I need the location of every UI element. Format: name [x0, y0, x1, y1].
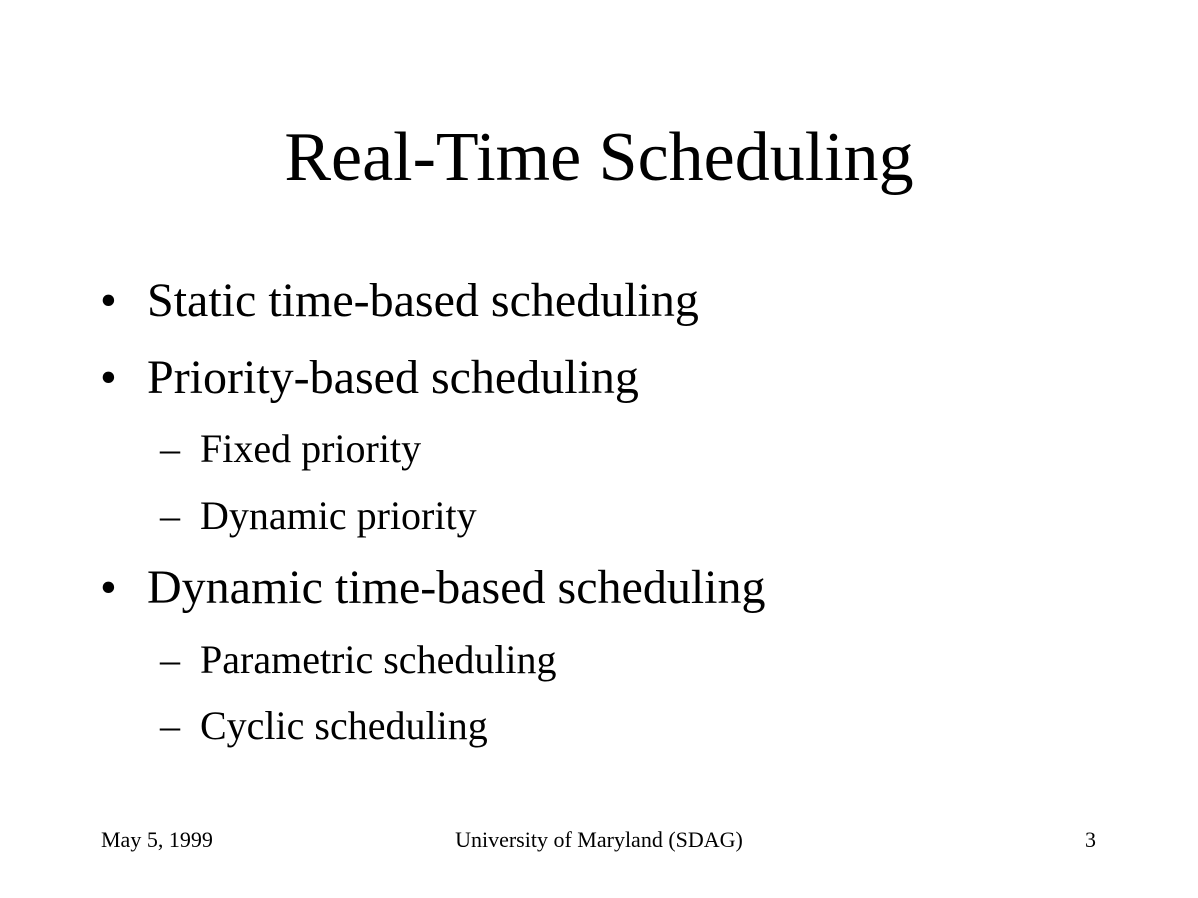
sub-item-parametric-scheduling [160, 636, 557, 684]
bullet-item-dynamic-time-based [100, 560, 766, 616]
sub-item-cyclic-scheduling [160, 702, 488, 750]
sub-item-text: Parametric scheduling [200, 637, 557, 682]
slide-title: Real-Time Scheduling [284, 119, 914, 196]
bullet-text: Priority-based scheduling [147, 351, 639, 404]
bullet-icon: • [100, 351, 117, 404]
sub-item-fixed-priority [160, 425, 421, 473]
bullet-text: Static time-based scheduling [147, 274, 699, 327]
bullet-text: Dynamic time-based scheduling [147, 561, 766, 614]
bullet-icon: • [100, 561, 117, 614]
sub-item-text: Dynamic priority [200, 493, 477, 538]
dash-icon: – [160, 493, 180, 538]
sub-item-dynamic-priority [160, 492, 477, 540]
sub-item-text: Cyclic scheduling [200, 703, 488, 748]
dash-icon: – [160, 426, 180, 471]
dash-icon: – [160, 703, 180, 748]
bullet-icon: • [100, 274, 117, 327]
footer-date: May 5, 1999 [101, 827, 213, 852]
footer-page-number: 3 [1085, 827, 1096, 852]
bullet-item-priority-based [100, 350, 639, 406]
sub-item-text: Fixed priority [200, 426, 422, 471]
dash-icon: – [160, 637, 180, 682]
bullet-item-static-time-based [100, 273, 699, 329]
footer-organization: University of Maryland (SDAG) [455, 827, 743, 852]
